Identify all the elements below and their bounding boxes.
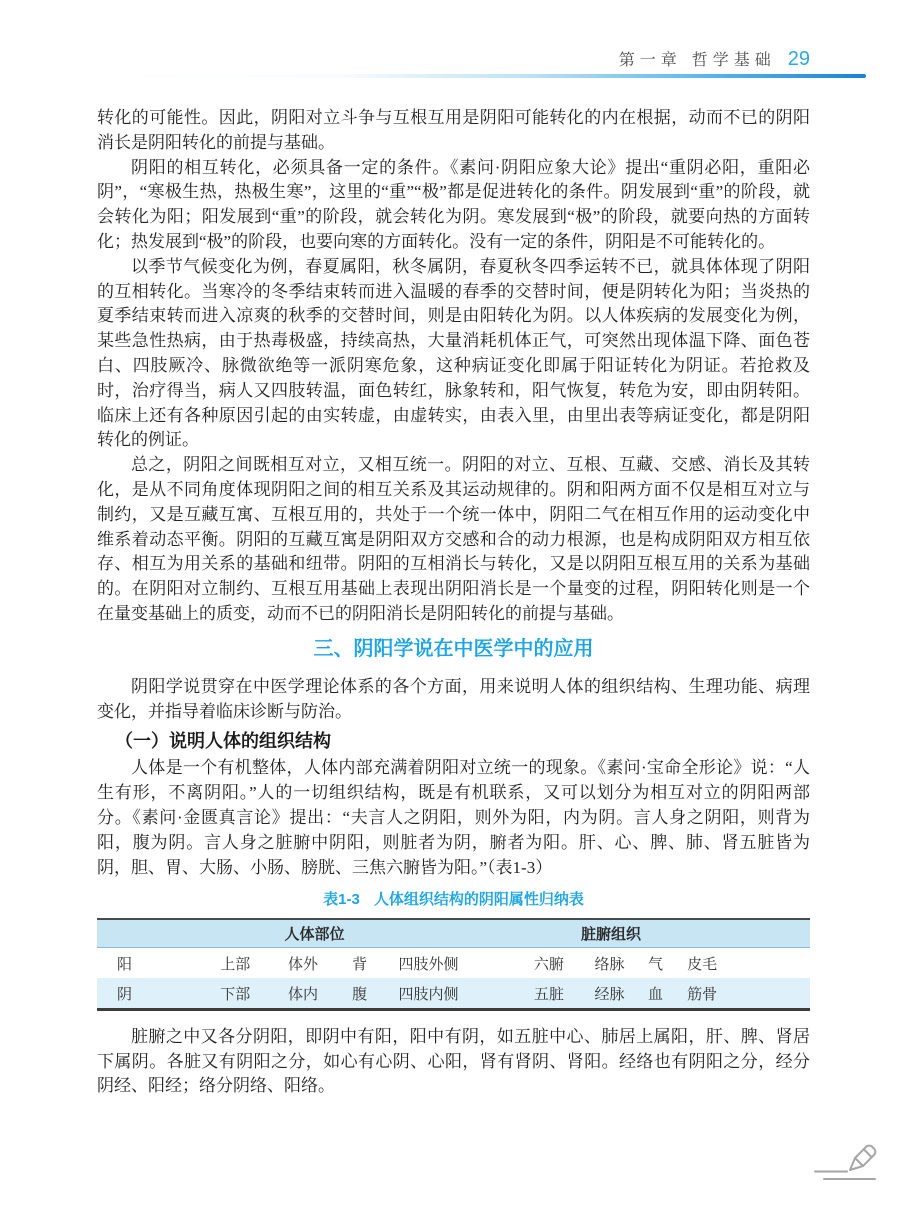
chapter-label: 第一章: [618, 52, 682, 69]
table-cell: 四肢外侧: [398, 955, 459, 973]
paragraph-continuation: 转化的可能性。因此，阴阳对立斗争与互根互用是阴阳可能转化的内在根据，动而不已的阴阳消长是阴阳转化的前提与基础。: [97, 108, 810, 152]
paragraph-zangfu-yinyang: 脏腑之中又各分阴阳，即阴中有阳，阳中有阴，如五脏中心、肺居上属阳，肝、脾、肾居下属阴。各脏又有阴阳之分，如心有心阴、心阳，肾有肾阴、肾阳。经络也有阴阳之分，经分阴经、阳经；络分阴络、阳络。: [97, 1026, 810, 1096]
table-header-body-parts: 人体部位: [97, 919, 532, 947]
subsection-heading-body-structure: （一）说明人体的组织结构: [115, 731, 331, 752]
table-title-text: 人体组织结构的阴阳属性归纳表: [373, 891, 584, 909]
table-label: 表1-3: [323, 891, 360, 909]
table-cell: 阴: [117, 985, 133, 1003]
table-cell: 筋骨: [687, 985, 718, 1003]
text-column: [97, 0, 810, 1099]
table-cell: 体内: [287, 985, 318, 1003]
table-header-row: [97, 919, 810, 947]
table-row-yang: [97, 947, 810, 978]
table-cell: 阳: [117, 955, 133, 973]
table-cell: 血: [647, 985, 663, 1003]
table-cell: 腹: [352, 985, 368, 1003]
table-cell: 经脉: [594, 985, 625, 1003]
section-heading-application: 三、阴阳学说在中医学中的应用: [313, 637, 594, 660]
paragraph-summary: 总之，阴阳之间既相互对立，又相互统一。阴阳的对立、互根、互藏、交感、消长及其转化，是从不同角度体现阴阳之间的相互关系及其运动规律的。阴和阳两方面不仅是相互对立与制约，又是互藏互寓、互根互用的，共处于一个统一体中，阴阳二气在相互作用的运动变化中维系着动态平衡。阴阳的互藏互寓是阴阳双方交感和合的动力根源，也是构成阴阳双方相互依存、相互为用关系的基础和纽带。阴阳的互相消长与转化，又是以阴阳互根互用的关系为基础的。在阴阳对立制约、互根互用基础上表现出阴阳消长是一个量变的过程，阴阳转化则是一个在量变基础上的质变，动而不已的阴阳消长是阴阳转化的前提与基础。: [97, 455, 810, 623]
table-caption: [97, 890, 810, 910]
table-cell: 下部: [220, 985, 251, 1003]
yinyang-attribute-table: [97, 918, 810, 1011]
table-cell: 皮毛: [687, 955, 718, 973]
table-cell: 体外: [287, 955, 318, 973]
table-cell: 五脏: [533, 985, 564, 1003]
table-row-yin: [97, 978, 810, 1009]
paragraph-application-intro: 阴阳学说贯穿在中医学理论体系的各个方面，用来说明人体的组织结构、生理功能、病理变化，并指导着临床诊断与防治。: [97, 676, 810, 721]
paragraph-body-structure: 人体是一个有机整体，人体内部充满着阴阳对立统一的现象。《素问·宝命全形论》说：“人生有形，不离阴阳。”人的一切组织结构，既是有机联系，又可以划分为相互对立的阴阳两部分。《素问·金匮真言论》提出：“夫言人之阴阳，则外为阳，内为阴。言人身之阴阳，则背为阳，腹为阴。言人身之脏腑中阴阳，则脏者为阴，腑者为阳。肝、心、脾、肺、肾五脏皆为阴，胆、胃、大肠、小肠、膀胱、三焦六腑皆为阳。”（表1-3）: [97, 758, 810, 877]
table-cell: 六腑: [533, 955, 564, 973]
table-cell: 气: [647, 955, 663, 973]
pencil-writing-icon: [798, 1126, 884, 1188]
page-number: 29: [787, 48, 810, 70]
table-header-zangfu-tissue: 脏腑组织: [532, 919, 810, 947]
table-cell: 上部: [220, 955, 251, 973]
table-cell: 络脉: [594, 955, 625, 973]
chapter-title: 哲学基础: [691, 52, 776, 69]
table-cell: 四肢内侧: [398, 985, 459, 1003]
paragraph-transformation-condition: 阴阳的相互转化，必须具备一定的条件。《素问·阴阳应象大论》提出“重阴必阳，重阳必阴”，“寒极生热，热极生寒”，这里的“重”“极”都是促进转化的条件。阴发展到“重”的阶段，就会转化为阳；阳发展到“重”的阶段，就会转化为阴。寒发展到“极”的阶段，就要向热的方面转化；热发展到“极”的阶段，也要向寒的方面转化。没有一定的条件，阴阳是不可能转化的。: [97, 157, 810, 251]
table-cell: 背: [352, 955, 368, 973]
paragraph-seasons-example: 以季节气候变化为例，春夏属阳，秋冬属阴，春夏秋冬四季运转不已，就具体体现了阴阳的互相转化。当寒冷的冬季结束转而进入温暖的春季的交替时间，便是阴转化为阳；当炎热的夏季结束转而进入凉爽的秋季的交替时间，则是由阳转化为阴。以人体疾病的发展变化为例，某些急性热病，由于热毒极盛，持续高热，大量消耗机体正气，可突然出现体温下降、面色苍白、四肢厥冷、脉微欲绝等一派阴寒危象，这种病证变化即属于阳证转化为阴证。若抢救及时，治疗得当，病人又四肢转温，面色转红，脉象转和，阳气恢复，转危为安，即由阴转阳。临床上还有各种原因引起的由实转虚，由虚转实，由表入里，由里出表等病证变化，都是阴阳转化的例证。: [97, 256, 810, 450]
